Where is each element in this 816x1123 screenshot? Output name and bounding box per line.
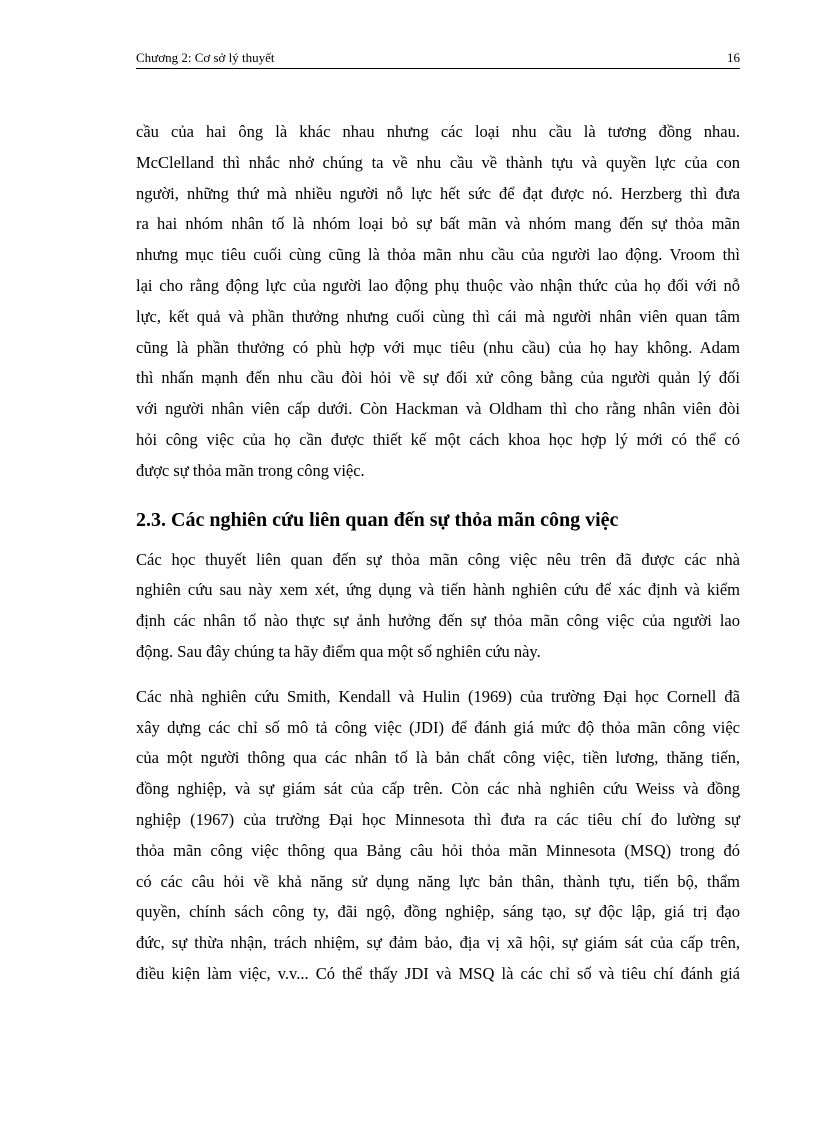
text-line: được sự thỏa mãn trong công việc.: [136, 460, 365, 480]
chapter-title: Chương 2: Cơ sở lý thuyết: [136, 50, 275, 65]
text-line: xây dựng các chỉ số mô tả công việc (JDI) để đánh giá mức độ thỏa mãn công việc: [136, 717, 740, 737]
text-line: có các câu hỏi về khả năng sử dụng năng lực bản thân, thành tựu, tiến bộ, thẩm: [136, 871, 740, 891]
section-heading: 2.3. Các nghiên cứu liên quan đến sự thỏa mãn công việc: [136, 508, 619, 531]
text-line: động. Sau đây chúng ta hãy điểm qua một số nghiên cứu này.: [136, 641, 541, 661]
text-line: với người nhân viên cấp dưới. Còn Hackman và Oldham thì cho rằng nhân viên đòi: [136, 399, 740, 419]
text-line: lại cho rằng động lực của người lao động phụ thuộc vào nhận thức của họ đối với nỗ: [136, 275, 740, 295]
text-line: McClelland thì nhắc nhở chúng ta về nhu cầu về thành tựu và quyền lực của con: [136, 152, 740, 172]
text-line: của một người thông qua các nhân tố là bản chất công việc, tiền lương, thăng tiến,: [136, 748, 740, 768]
text-line: điều kiện làm việc, v.v... Có thể thấy JDI và MSQ là các chỉ số và tiêu chí đánh giá: [136, 963, 740, 983]
text-line: nghiệp (1967) của trường Đại học Minnesota thì đưa ra các tiêu chí đo lường sự: [136, 809, 740, 829]
page-header: [136, 50, 740, 69]
text-line: đức, sự thừa nhận, trách nhiệm, sự đảm bảo, địa vị xã hội, sự giám sát của cấp trên,: [136, 933, 740, 953]
page-number: 16: [727, 50, 740, 65]
text-line: Các học thuyết liên quan đến sự thỏa mãn công việc nêu trên đã được các nhà: [136, 549, 740, 569]
text-line: thì nhấn mạnh đến nhu cầu đòi hỏi về sự đối xử công bằng của người quản lý đối: [136, 368, 740, 388]
text-line: hỏi công việc của họ cần được thiết kế một cách khoa học hợp lý mới có thể có: [136, 429, 740, 449]
text-line: cũng là phần thưởng có phù hợp với mục tiêu (nhu cầu) của họ hay không. Adam: [136, 337, 740, 357]
text-line: nghiên cứu sau này xem xét, ứng dụng và tiến hành nghiên cứu để xác định và kiểm: [136, 580, 740, 600]
text-line: đồng nghiệp, và sự giám sát của cấp trên. Còn các nhà nghiên cứu Weiss và đồng: [136, 779, 740, 799]
text-line: định các nhân tố nào thực sự ảnh hưởng đến sự thỏa mãn công việc của người lao: [136, 611, 740, 631]
text-line: Các nhà nghiên cứu Smith, Kendall và Hulin (1969) của trường Đại học Cornell đã: [136, 686, 740, 706]
text-line: ra hai nhóm nhân tố là nhóm loại bỏ sự bất mãn và nhóm mang đến sự thỏa mãn: [136, 214, 740, 234]
text-line: người, những thứ mà nhiều người nỗ lực hết sức để đạt được nó. Herzberg thì đưa: [136, 183, 740, 203]
paragraph-needs-theories: [136, 117, 740, 487]
text-line: lực, kết quả và phần thưởng nhưng cuối cùng thì cái mà người nhân viên quan tâm: [136, 306, 740, 326]
text-line: quyền, chính sách công ty, đãi ngộ, đồng nghiệp, sáng tạo, sự độc lập, giá trị đạo: [136, 902, 740, 922]
text-line: cầu của hai ông là khác nhau nhưng các loại nhu cầu là tương đồng nhau.: [136, 122, 740, 141]
text-line: thỏa mãn công việc thông qua Bảng câu hỏi thỏa mãn Minnesota (MSQ) trong đó: [136, 840, 740, 860]
paragraph-jdi-msq: [136, 682, 740, 990]
paragraph-related-research-intro: [136, 545, 740, 668]
page-body: [136, 117, 740, 990]
text-line: nhưng mục tiêu cuối cùng cũng là thỏa mãn nhu cầu của người lao động. Vroom thì: [136, 245, 740, 265]
